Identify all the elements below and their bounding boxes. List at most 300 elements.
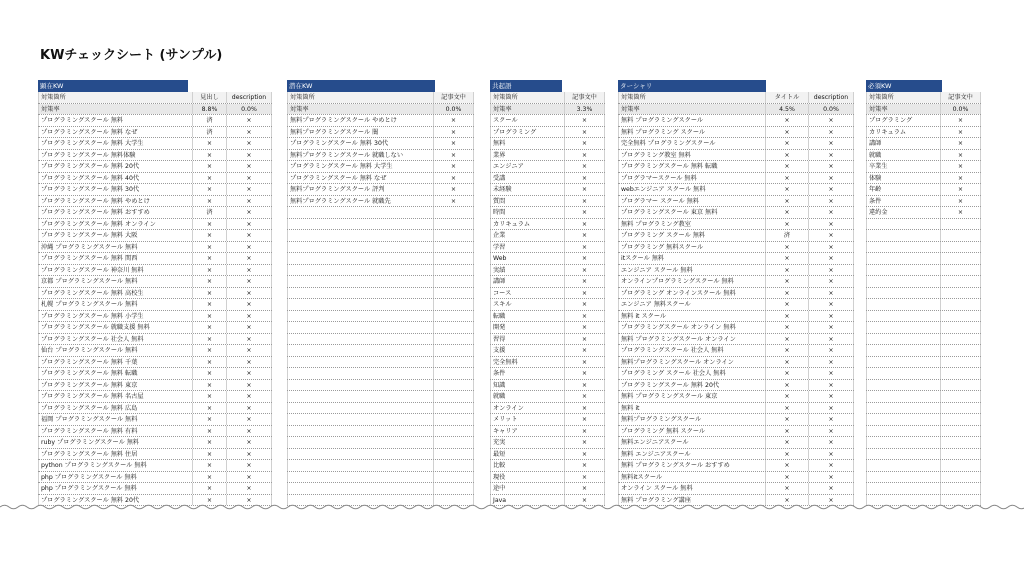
table-row (287, 391, 474, 403)
keyword-cell: コース (490, 288, 565, 299)
status-cell: × (227, 460, 272, 471)
keyword-cell (866, 357, 941, 368)
table-kyoki (490, 80, 605, 506)
table-row (38, 357, 272, 369)
table-row (866, 368, 981, 380)
keyword-cell: プログラマー スクール 無料 (618, 196, 766, 207)
keyword-cell: python プログラミングスクール 無料 (38, 460, 193, 471)
table-row (38, 196, 272, 208)
table-row (490, 311, 605, 323)
status-cell: × (766, 426, 809, 437)
keyword-cell: 受講 (490, 173, 565, 184)
status-cell: × (766, 173, 809, 184)
keyword-cell: 質問 (490, 196, 565, 207)
keyword-cell: Web (490, 253, 565, 264)
table-row (490, 173, 605, 185)
status-cell: × (227, 196, 272, 207)
status-cell: × (809, 334, 854, 345)
table-row (866, 138, 981, 150)
status-cell: × (193, 311, 227, 322)
keyword-cell: 無料 プログラミング スクール (618, 127, 766, 138)
status-cell (941, 483, 981, 494)
status-cell: × (809, 437, 854, 448)
rate-label: 対策率 (618, 104, 766, 115)
table-header-band (38, 80, 272, 92)
table-row (38, 472, 272, 484)
keyword-cell: 京都 プログラミングスクール 無料 (38, 276, 193, 287)
status-cell: × (809, 276, 854, 287)
keyword-cell: 学習 (490, 242, 565, 253)
table-row (866, 449, 981, 461)
table-row (38, 173, 272, 185)
status-cell: × (766, 219, 809, 230)
table-target (618, 80, 854, 506)
status-cell: × (565, 334, 605, 345)
status-cell: × (227, 311, 272, 322)
status-cell: × (193, 345, 227, 356)
table-row (618, 173, 854, 185)
table-row (38, 219, 272, 231)
table-row (38, 368, 272, 380)
keyword-cell: 支援 (490, 345, 565, 356)
status-cell (434, 288, 474, 299)
status-cell: × (227, 368, 272, 379)
keyword-cell: 完全無料 (490, 357, 565, 368)
table-row (38, 230, 272, 242)
rate-value: 0.0% (941, 104, 981, 115)
table-row (38, 276, 272, 288)
status-cell: × (193, 138, 227, 149)
keyword-cell: 習得 (490, 334, 565, 345)
table-row (866, 173, 981, 185)
keyword-cell (287, 207, 434, 218)
table-row (490, 127, 605, 139)
keyword-cell (866, 345, 941, 356)
status-cell: × (809, 253, 854, 264)
status-cell: × (193, 403, 227, 414)
table-row (38, 449, 272, 461)
keyword-cell (287, 299, 434, 310)
table-row (490, 253, 605, 265)
status-cell (434, 357, 474, 368)
status-cell: × (941, 161, 981, 172)
table-row (866, 403, 981, 415)
status-cell: × (809, 219, 854, 230)
keyword-cell: 無料 エンジニアスクール (618, 449, 766, 460)
keyword-cell: プログラミングスクール 無料 大阪 (38, 230, 193, 241)
status-cell: × (809, 161, 854, 172)
table-row (866, 230, 981, 242)
status-cell: × (227, 242, 272, 253)
status-cell (434, 299, 474, 310)
status-cell: × (766, 403, 809, 414)
table-row (287, 460, 474, 472)
keyword-cell (866, 219, 941, 230)
keyword-cell: プログラミングスクール 無料 30代 (38, 184, 193, 195)
status-cell: × (565, 253, 605, 264)
status-cell: × (766, 311, 809, 322)
keyword-cell (866, 265, 941, 276)
status-cell: × (565, 196, 605, 207)
status-cell: × (766, 334, 809, 345)
table-row (490, 380, 605, 392)
status-cell: × (193, 288, 227, 299)
table-row (287, 403, 474, 415)
status-cell: × (434, 184, 474, 195)
status-cell: × (565, 184, 605, 195)
keyword-cell: 無料 プログラミング講座 (618, 495, 766, 506)
status-cell: × (809, 322, 854, 333)
status-cell: × (809, 426, 854, 437)
table-row (287, 161, 474, 173)
status-cell: × (227, 414, 272, 425)
status-cell (434, 437, 474, 448)
keyword-cell (287, 472, 434, 483)
table-row (287, 253, 474, 265)
column-header: 対策箇所 (618, 92, 766, 103)
status-cell: × (809, 357, 854, 368)
rate-label: 対策率 (287, 104, 434, 115)
keyword-cell (287, 265, 434, 276)
table-row (618, 219, 854, 231)
status-cell: × (809, 472, 854, 483)
keyword-cell: 無料プログラミングスクール 就職しない (287, 150, 434, 161)
table-row (490, 115, 605, 127)
status-cell (434, 219, 474, 230)
status-cell: × (227, 357, 272, 368)
keyword-cell: プログラミングスクール 無料 おすすめ (38, 207, 193, 218)
keyword-cell (866, 472, 941, 483)
keyword-cell: 完全無料 プログラミングスクール (618, 138, 766, 149)
status-cell (434, 242, 474, 253)
status-cell: × (766, 299, 809, 310)
keyword-cell (866, 437, 941, 448)
table-row (866, 115, 981, 127)
keyword-cell: エンジニア 無料スクール (618, 299, 766, 310)
status-cell (434, 230, 474, 241)
status-cell: × (766, 357, 809, 368)
table-header-band (618, 80, 854, 92)
keyword-cell: プログラミング スクール 社会人 無料 (618, 368, 766, 379)
keyword-cell: プログラミングスクール 無料 名古屋 (38, 391, 193, 402)
keyword-cell: プログラミング スクール 無料 (618, 230, 766, 241)
status-cell: × (809, 483, 854, 494)
status-cell (434, 391, 474, 402)
status-cell: × (565, 449, 605, 460)
table-row (618, 311, 854, 323)
keyword-cell (866, 391, 941, 402)
status-cell: × (809, 265, 854, 276)
status-cell (434, 368, 474, 379)
keyword-cell: 途中 (490, 483, 565, 494)
table-row (490, 414, 605, 426)
status-cell: × (941, 115, 981, 126)
table-row (618, 276, 854, 288)
keyword-cell: 札幌 プログラミングスクール 無料 (38, 299, 193, 310)
status-cell: × (193, 334, 227, 345)
keyword-cell (866, 368, 941, 379)
keyword-cell (287, 460, 434, 471)
table-row (618, 230, 854, 242)
status-cell: × (227, 322, 272, 333)
status-cell (434, 483, 474, 494)
table-row (38, 414, 272, 426)
column-header: 記事文中 (434, 92, 474, 103)
table-row (490, 322, 605, 334)
keyword-cell: プログラミングスクール 無料 転職 (38, 368, 193, 379)
keyword-cell: プログラミングスクール 無料 やめとけ (38, 196, 193, 207)
keyword-cell: プログラミングスクール 無料 大学生 (38, 138, 193, 149)
table-row (38, 426, 272, 438)
table-row (618, 161, 854, 173)
status-cell: 済 (193, 207, 227, 218)
keyword-cell (866, 299, 941, 310)
rate-value: 0.0% (227, 104, 272, 115)
table-row (866, 311, 981, 323)
table-row (618, 196, 854, 208)
table-row (287, 276, 474, 288)
keyword-cell: プログラミングスクール 無料 大学生 (287, 161, 434, 172)
status-cell: 済 (193, 115, 227, 126)
keyword-cell: プログラミングスクール 社会人 無料 (618, 345, 766, 356)
keyword-cell: プログラミングスクール 社会人 無料 (38, 334, 193, 345)
status-cell: × (565, 276, 605, 287)
keyword-cell: プログラミング 無料 スクール (618, 426, 766, 437)
keyword-cell: 無料 プログラミングスクール (618, 115, 766, 126)
rate-value: 0.0% (809, 104, 854, 115)
status-cell: × (809, 391, 854, 402)
table-row (490, 483, 605, 495)
status-cell: × (766, 460, 809, 471)
status-cell: × (766, 449, 809, 460)
keyword-cell: エンジニア (490, 161, 565, 172)
table-row (866, 276, 981, 288)
keyword-cell (287, 345, 434, 356)
status-cell (434, 322, 474, 333)
keyword-cell: 無料プログラミングスクール 就職先 (287, 196, 434, 207)
column-header: 見出し (193, 92, 227, 103)
keyword-cell: php プログラミングスクール 無料 (38, 483, 193, 494)
status-cell (941, 460, 981, 471)
column-header: 記事文中 (941, 92, 981, 103)
table-row (490, 403, 605, 415)
table-row (38, 253, 272, 265)
table-kenzai (38, 80, 272, 506)
table-row (287, 414, 474, 426)
table-row (490, 472, 605, 484)
status-cell: × (565, 115, 605, 126)
rate-value: 8.8% (193, 104, 227, 115)
rate-row (490, 104, 605, 116)
table-row (490, 276, 605, 288)
status-cell: × (193, 391, 227, 402)
keyword-cell (287, 311, 434, 322)
status-cell (434, 253, 474, 264)
table-row (287, 322, 474, 334)
keyword-cell: 無料itスクール (618, 472, 766, 483)
status-cell (941, 357, 981, 368)
keyword-cell: 沖縄 プログラミングスクール 無料 (38, 242, 193, 253)
status-cell (941, 265, 981, 276)
table-row (618, 207, 854, 219)
status-cell (941, 368, 981, 379)
status-cell (434, 345, 474, 356)
status-cell (941, 322, 981, 333)
status-cell: × (809, 196, 854, 207)
status-cell: × (766, 345, 809, 356)
keyword-cell: Java (490, 495, 565, 506)
keyword-cell: 無料 プログラミングスクール おすすめ (618, 460, 766, 471)
status-cell: × (941, 184, 981, 195)
keyword-cell (287, 380, 434, 391)
status-cell: × (766, 242, 809, 253)
status-cell: × (766, 483, 809, 494)
table-row (287, 449, 474, 461)
status-cell: × (565, 426, 605, 437)
status-cell: × (809, 414, 854, 425)
status-cell: × (565, 288, 605, 299)
table-row (287, 288, 474, 300)
keyword-cell: 無料プログラミングスクール やめとけ (287, 115, 434, 126)
status-cell: × (809, 299, 854, 310)
status-cell: × (766, 161, 809, 172)
keyword-cell (866, 230, 941, 241)
keyword-cell: プログラミングスクール 無料 30代 (287, 138, 434, 149)
keyword-cell (866, 449, 941, 460)
status-cell: × (809, 449, 854, 460)
status-cell: × (565, 322, 605, 333)
keyword-cell: プログラミングスクール 無料 20代 (38, 161, 193, 172)
table-row (287, 196, 474, 208)
status-cell: × (766, 368, 809, 379)
keyword-cell: itスクール 無料 (618, 253, 766, 264)
keyword-cell: スキル (490, 299, 565, 310)
keyword-cell: webエンジニア スクール 無料 (618, 184, 766, 195)
status-cell: × (227, 127, 272, 138)
keyword-cell (287, 437, 434, 448)
keyword-cell: 無料プログラミングスクール オンライン (618, 357, 766, 368)
table-hissu (866, 80, 981, 506)
table-row (490, 426, 605, 438)
status-cell (434, 265, 474, 276)
status-cell: × (941, 196, 981, 207)
status-cell: × (193, 495, 227, 506)
status-cell: × (766, 138, 809, 149)
keyword-cell (866, 460, 941, 471)
status-cell: × (766, 495, 809, 506)
keyword-cell: 無料 プログラミングスクール オンライン (618, 334, 766, 345)
table-row (287, 242, 474, 254)
status-cell: × (565, 391, 605, 402)
table-row (866, 288, 981, 300)
table-row (618, 184, 854, 196)
table-row (490, 449, 605, 461)
status-cell: × (434, 150, 474, 161)
status-cell: × (565, 173, 605, 184)
table-row (618, 426, 854, 438)
status-cell (941, 334, 981, 345)
status-cell: × (809, 495, 854, 506)
keyword-cell (866, 380, 941, 391)
keyword-cell (866, 322, 941, 333)
status-cell: × (766, 380, 809, 391)
table-row (38, 265, 272, 277)
keyword-cell: 無料プログラミングスクール 評判 (287, 184, 434, 195)
table-row (618, 299, 854, 311)
table-row (38, 138, 272, 150)
table-row (287, 368, 474, 380)
column-header: 対策箇所 (490, 92, 565, 103)
status-cell: × (193, 437, 227, 448)
table-row (490, 299, 605, 311)
status-cell: × (227, 495, 272, 506)
status-cell: × (193, 242, 227, 253)
status-cell: × (227, 207, 272, 218)
status-cell: 済 (193, 127, 227, 138)
keyword-cell: 無料 プログラミング教室 (618, 219, 766, 230)
table-row (866, 184, 981, 196)
status-cell: × (941, 138, 981, 149)
table-header-band (866, 80, 981, 92)
status-cell: × (193, 449, 227, 460)
status-cell: × (193, 357, 227, 368)
keyword-cell: 講師 (866, 138, 941, 149)
table-row (866, 322, 981, 334)
table-row (38, 115, 272, 127)
table-row (618, 483, 854, 495)
status-cell: × (227, 380, 272, 391)
keyword-cell (866, 253, 941, 264)
keyword-cell: プログラミングスクール 無料 なぜ (287, 173, 434, 184)
table-row (38, 334, 272, 346)
status-cell: × (565, 495, 605, 506)
status-cell: × (766, 391, 809, 402)
column-header: 対策箇所 (866, 92, 941, 103)
keyword-cell: カリキュラム (490, 219, 565, 230)
rate-row (38, 104, 272, 116)
status-cell: × (565, 207, 605, 218)
table-row (618, 380, 854, 392)
table-row (287, 380, 474, 392)
table-header-band (287, 80, 474, 92)
keyword-cell: プログラミングスクール 無料 20代 (618, 380, 766, 391)
status-cell: × (193, 483, 227, 494)
keyword-cell (287, 334, 434, 345)
keyword-cell: プログラミング (490, 127, 565, 138)
status-cell (941, 380, 981, 391)
keyword-cell: メリット (490, 414, 565, 425)
column-header: 記事文中 (565, 92, 605, 103)
table-row (38, 311, 272, 323)
table-row (287, 437, 474, 449)
keyword-cell: プログラミング 無料スクール (618, 242, 766, 253)
keyword-cell (866, 276, 941, 287)
table-row (490, 460, 605, 472)
status-cell: × (193, 196, 227, 207)
status-cell: × (227, 299, 272, 310)
keyword-cell (287, 322, 434, 333)
keyword-cell: エンジニア スクール 無料 (618, 265, 766, 276)
status-cell: × (766, 184, 809, 195)
keyword-cell: プログラミングスクール 無料 有料 (38, 426, 193, 437)
status-cell: × (565, 357, 605, 368)
table-row (618, 345, 854, 357)
table-row (490, 368, 605, 380)
status-cell: × (193, 299, 227, 310)
status-cell (434, 207, 474, 218)
status-cell: × (565, 219, 605, 230)
keyword-cell: 違約金 (866, 207, 941, 218)
